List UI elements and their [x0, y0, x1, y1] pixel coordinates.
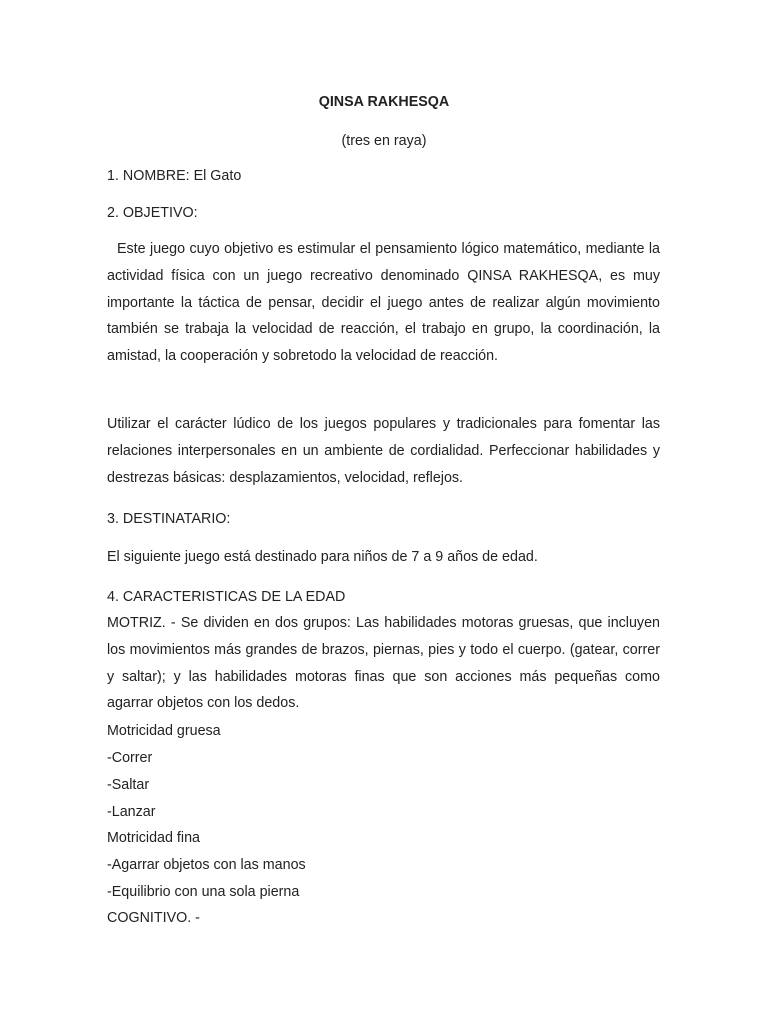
list-item: -Equilibrio con una sola pierna	[107, 884, 300, 900]
list-item: -Saltar	[107, 777, 150, 793]
objetivo-paragraph-2: Utilizar el carácter lúdico de los juegos populares y tradicionales para fomentar las relaciones interpersonales en un ambiente de cordialidad. Perfeccionar habilidades y destrezas básicas: desplazamientos, velocidad, reflejos.	[107, 416, 660, 486]
objetivo-paragraph-1: Este juego cuyo objetivo es estimular el pensamiento lógico matemático, mediante la actividad física con un juego recreativo denominado QINSA RAKHESQA, es muy importante la táctica de pensar, decidir el juego antes de realizar algún movimiento también se trabaja la velocidad de reacción, el trabajo en grupo, la coordinación, la amistad, la cooperación y sobretodo la velocidad de reacción.	[107, 241, 660, 365]
list-item: -Agarrar objetos con las manos	[107, 857, 306, 873]
section-destinatario-heading: 3. DESTINATARIO:	[107, 511, 231, 527]
section-nombre: 1. NOMBRE: El Gato	[107, 168, 242, 184]
section-cognitivo: COGNITIVO. -	[107, 910, 200, 926]
section-objetivo-heading: 2. OBJETIVO:	[107, 205, 198, 221]
document-title: QINSA RAKHESQA	[318, 94, 450, 110]
motriz-paragraph: MOTRIZ. - Se dividen en dos grupos: Las habilidades motoras gruesas, que incluyen los movimientos más grandes de brazos, piernas, pies y todo el cuerpo. (gatear, correr y saltar); y las habilidades motoras finas que son acciones más pequeñas como agarrar objetos con los dedos.	[107, 615, 660, 712]
motricidad-gruesa-heading: Motricidad gruesa	[107, 723, 221, 739]
list-item: -Lanzar	[107, 804, 156, 820]
document-subtitle: (tres en raya)	[341, 133, 427, 149]
motricidad-fina-heading: Motricidad fina	[107, 830, 200, 846]
list-item: -Correr	[107, 750, 153, 766]
destinatario-text: El siguiente juego está destinado para niños de 7 a 9 años de edad.	[107, 549, 538, 565]
section-caracteristicas-heading: 4. CARACTERISTICAS DE LA EDAD	[107, 589, 346, 605]
